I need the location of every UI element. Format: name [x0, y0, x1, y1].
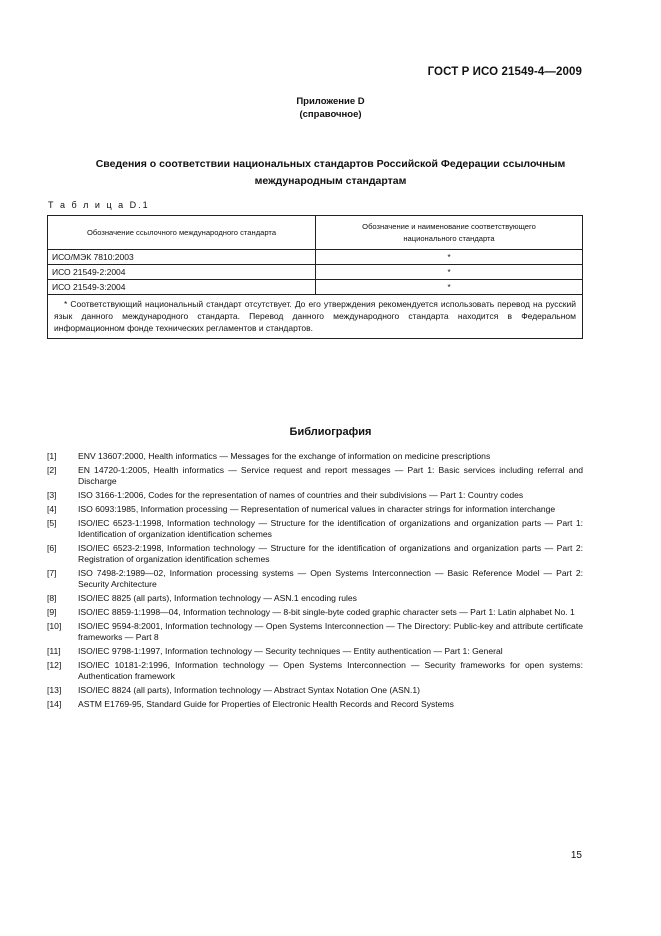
document-code: ГОСТ Р ИСО 21549-4—2009 — [427, 66, 582, 78]
bib-text: ISO 6093:1985, Information processing — Representation of numerical values in character strings for information interchange — [78, 504, 556, 514]
bib-number: [6] — [47, 543, 57, 553]
bib-text: ISO/IEC 10181-2:1996, Information technology — Open Systems Interconnection — Security frameworks for open systems: Authentication framework — [78, 660, 583, 681]
bib-number: [2] — [47, 465, 57, 475]
bib-text: ISO/IEC 9798-1:1997, Information technology — Security techniques — Entity authentication — Part 1: General — [78, 646, 503, 656]
bib-number: [8] — [47, 593, 57, 603]
column-header-reference: Обозначение ссылочного международного стандарта — [48, 216, 316, 250]
list-item — [47, 451, 583, 462]
bib-text: EN 14720-1:2005, Health informatics — Service request and report messages — Part 1: Basic services including referral and Discharge — [78, 465, 583, 486]
bib-text: ISO/IEC 6523-2:1998, Information technology — Structure for the identification of organizations and organization parts — Part 2: Registration of organization identification schemes — [78, 543, 583, 564]
bibliography-list — [47, 451, 583, 713]
list-item — [47, 685, 583, 696]
list-item — [47, 646, 583, 657]
bib-number: [3] — [47, 490, 57, 500]
reference-standard-cell: ИСО/МЭК 7810:2003 — [48, 250, 316, 265]
list-item — [47, 543, 583, 565]
bib-number: [7] — [47, 568, 57, 578]
bib-text: ISO/IEC 6523-1:1998, Information technology — Structure for the identification of organizations and organization parts — Part 1: Identification of organization identification schemes — [78, 518, 583, 539]
bib-text: ISO/IEC 8824 (all parts), Information technology — Abstract Syntax Notation One (ASN.1) — [78, 685, 420, 695]
annex-label: Приложение D — [296, 96, 365, 107]
bib-number: [5] — [47, 518, 57, 528]
national-standard-cell: * — [316, 265, 583, 280]
bib-text: ISO/IEC 8825 (all parts), Information technology — ASN.1 encoding rules — [78, 593, 357, 603]
bib-text: ISO 7498-2:1989—02, Information processing systems — Open Systems Interconnection — Basic Reference Model — Part 2: Security Architecture — [78, 568, 583, 589]
table-row — [48, 250, 583, 265]
table-footnote — [48, 295, 583, 339]
bib-number: [14] — [47, 699, 62, 709]
list-item — [47, 660, 583, 682]
table-caption: Т а б л и ц а D.1 — [48, 200, 150, 210]
bib-text: ISO/IEC 8859-1:1998—04, Information technology — 8-bit single-byte coded graphic character sets — Part 1: Latin alphabet No. 1 — [78, 607, 575, 617]
list-item — [47, 607, 583, 618]
list-item — [47, 490, 583, 501]
list-item — [47, 465, 583, 487]
list-item — [47, 504, 583, 515]
correspondence-table — [47, 215, 583, 339]
national-standard-cell: * — [316, 280, 583, 295]
national-standard-cell: * — [316, 250, 583, 265]
bib-text: ENV 13607:2000, Health informatics — Messages for the exchange of information on medicine prescriptions — [78, 451, 491, 461]
bib-number: [10] — [47, 621, 62, 631]
list-item — [47, 699, 583, 710]
bib-number: [9] — [47, 607, 57, 617]
table-row — [48, 265, 583, 280]
section-title-line-2: международным стандартам — [254, 175, 407, 187]
reference-standard-cell: ИСО 21549-2:2004 — [48, 265, 316, 280]
bib-text: ASTM E1769-95, Standard Guide for Properties of Electronic Health Records and Record Systems — [78, 699, 454, 709]
table-footnote-text: * Соответствующий национальный стандарт отсутствует. До его утверждения рекомендуется использовать перевод на русский язык данного международного стандарта. Перевод данного международного стандарта находится в Федеральном информационном фонде технических регламентов и стандартов. — [54, 299, 576, 333]
annex-type: (справочное) — [299, 109, 362, 120]
list-item — [47, 621, 583, 643]
table-header-row — [48, 216, 583, 250]
table-note-row — [48, 295, 583, 339]
list-item — [47, 518, 583, 540]
bib-number: [12] — [47, 660, 62, 670]
column-header-national — [316, 216, 583, 250]
list-item — [47, 568, 583, 590]
column-header-national-line-1: Обозначение и наименование соответствующего — [362, 221, 536, 231]
list-item — [47, 593, 583, 604]
reference-standard-cell: ИСО 21549-3:2004 — [48, 280, 316, 295]
bib-number: [11] — [47, 646, 61, 656]
bib-number: [4] — [47, 504, 57, 514]
bib-number: [13] — [47, 685, 62, 695]
bibliography-title: Библиография — [289, 426, 372, 438]
bib-text: ISO 3166-1:2006, Codes for the representation of names of countries and their subdivisions — Part 1: Country codes — [78, 490, 524, 500]
bib-text: ISO/IEC 9594-8:2001, Information technology — Open Systems Interconnection — The Directory: Public-key and attribute certificate frameworks — Part 8 — [78, 621, 583, 642]
column-header-national-line-2: национального стандарта — [403, 233, 495, 243]
bib-number: [1] — [47, 451, 57, 461]
section-title-line-1: Сведения о соответствии национальных стандартов Российской Федерации ссылочным — [95, 158, 566, 170]
section-title — [0, 156, 661, 190]
page-number: 15 — [570, 850, 582, 861]
table-row — [48, 280, 583, 295]
